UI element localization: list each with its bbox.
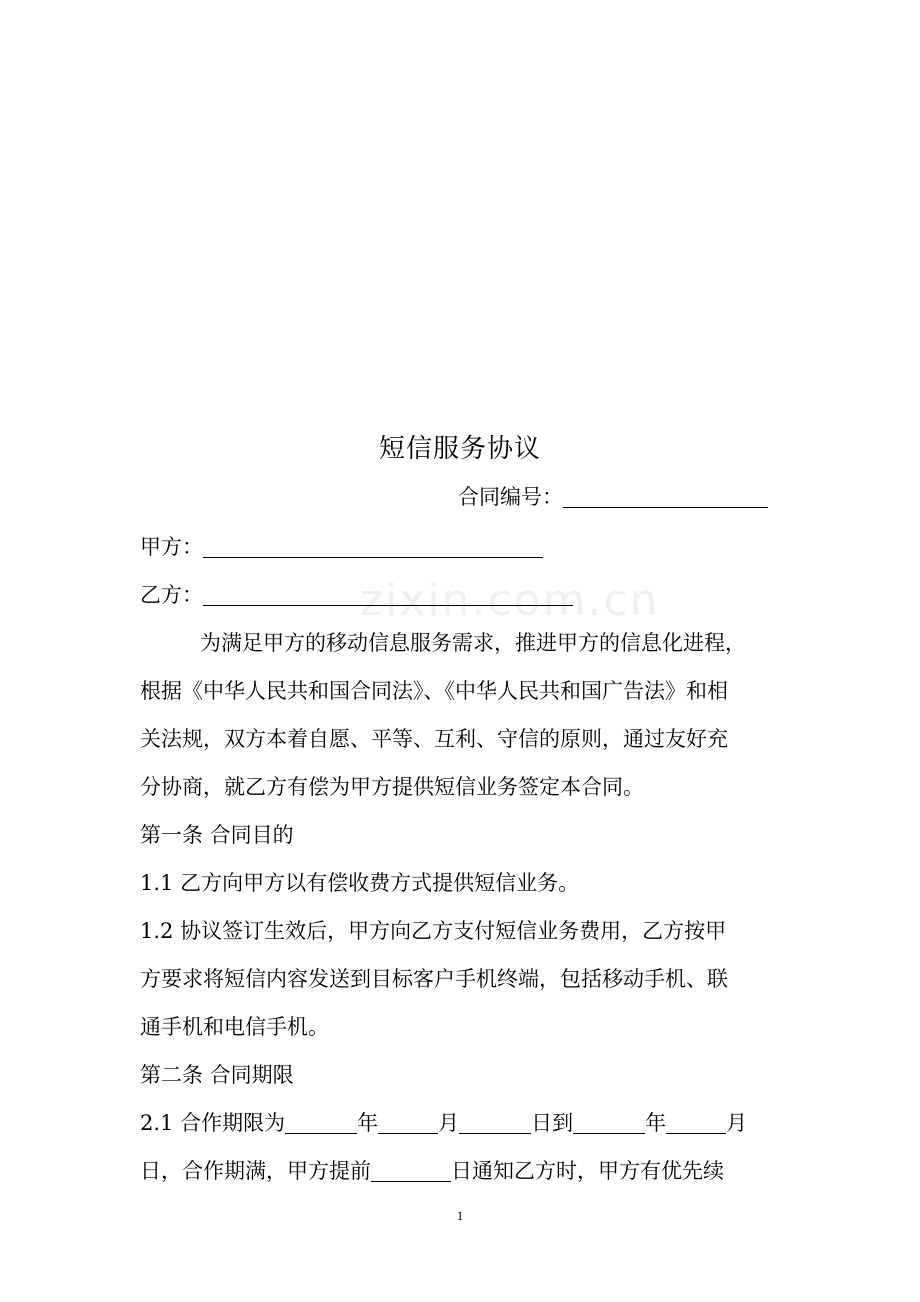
party-b-field[interactable] <box>203 583 573 606</box>
year-label: 年 <box>645 1111 667 1135</box>
start-month-field[interactable] <box>378 1111 438 1134</box>
end-month-field[interactable] <box>666 1111 726 1134</box>
day-to-label: 日到 <box>531 1111 574 1135</box>
intro-line: 根据《中华人民共和国合同法》、《中华人民共和国广告法》和相 <box>140 679 728 703</box>
intro-line: 为满足甲方的移动信息服务需求，推进甲方的信息化进程， <box>200 631 746 655</box>
party-a-field[interactable] <box>203 535 543 558</box>
party-b-row <box>140 580 573 610</box>
intro-line: 关法规，双方本着自愿、平等、互利、守信的原则，通过友好充 <box>140 727 728 751</box>
clause-2-1-line-1 <box>140 1108 790 1138</box>
clause-1-2-line: 通手机和电信手机。 <box>140 1015 329 1039</box>
watermark: zixin.com.cn <box>360 575 660 626</box>
article-1-heading: 第一条 合同目的 <box>140 823 294 847</box>
party-b-label: 乙方： <box>140 583 203 607</box>
article-2-heading: 第二条 合同期限 <box>140 1063 294 1087</box>
month-label: 月 <box>438 1111 460 1135</box>
intro-paragraph <box>140 628 790 658</box>
end-year-field[interactable] <box>573 1111 645 1134</box>
intro-line: 分协商，就乙方有偿为甲方提供短信业务签定本合同。 <box>140 775 644 799</box>
start-day-field[interactable] <box>459 1111 531 1134</box>
clause-1-2-line: 1.2 协议签订生效后，甲方向乙方支付短信业务费用，乙方按甲 <box>140 919 727 943</box>
clause-2-1-prefix: 2.1 合作期限为 <box>140 1111 286 1135</box>
page-number: 1 <box>456 1208 464 1223</box>
document-title: 短信服务协议 <box>378 434 541 464</box>
contract-number-label: 合同编号： <box>458 485 563 509</box>
start-year-field[interactable] <box>285 1111 357 1134</box>
clause-2-1-line2-end: 日通知乙方时，甲方有优先续 <box>451 1159 724 1183</box>
clause-2-1-line2-start: 日，合作期满，甲方提前 <box>140 1159 371 1183</box>
month-label: 月 <box>726 1111 748 1135</box>
clause-1-2-line: 方要求将短信内容发送到目标客户手机终端，包括移动手机、联 <box>140 967 728 991</box>
year-label: 年 <box>357 1111 379 1135</box>
party-a-label: 甲方： <box>140 535 203 559</box>
contract-number-field[interactable] <box>563 485 768 508</box>
contract-number-row <box>458 482 768 512</box>
clause-1-1: 1.1 乙方向甲方以有偿收费方式提供短信业务。 <box>140 871 580 895</box>
clause-2-1-line-2 <box>140 1156 790 1186</box>
notice-days-field[interactable] <box>371 1159 451 1182</box>
party-a-row <box>140 532 543 562</box>
